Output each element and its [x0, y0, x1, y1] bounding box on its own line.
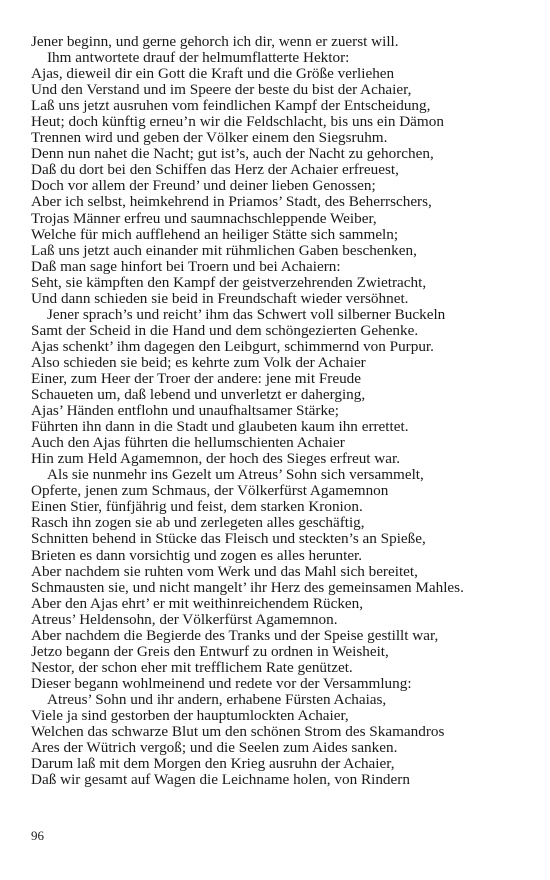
verse-line: Ajas schenkt’ ihm dagegen den Leibgurt, schimmernd von Purpur.: [31, 337, 434, 355]
verse-line: Samt der Scheid in die Hand und dem schöngezierten Gehenke.: [31, 321, 419, 339]
verse-line: Jener beginn, und gerne gehorch ich dir, wenn er zuerst will.: [31, 33, 399, 50]
verse-line: Und den Verstand und im Speere der beste du bist der Achaier,: [31, 81, 412, 99]
verse-line: Atreus’ Sohn und ihr andern, erhabene Fürsten Achaias,: [47, 690, 387, 708]
verse-line: Trennen wird und geben der Völker einem den Siegsruhm.: [31, 129, 388, 147]
verse-line: Darum laß mit dem Morgen den Krieg ausruhn der Achaier,: [31, 755, 395, 773]
verse-line: Und dann schieden sie beid in Freundschaft wieder versöhnet.: [31, 289, 409, 307]
verse-line: Schmausten sie, und nicht mangelt’ ihr Herz des gemeinsamen Mahles.: [31, 578, 464, 596]
verse-line: Aber den Ajas ehrt’ er mit weithinreichendem Rücken,: [31, 594, 364, 612]
verse-line: Dieser begann wohlmeinend und redete vor der Versammlung:: [31, 674, 412, 692]
verse-line: Aber nachdem sie ruhten vom Werk und das Mahl sich bereitet,: [31, 562, 418, 580]
verse-line: Laß uns jetzt ausruhen vom feindlichen Kampf der Entscheidung,: [31, 97, 431, 115]
verse-line: Schaueten um, daß lebend und unverletzt er daherging,: [31, 386, 366, 404]
verse-line: Rasch ihn zogen sie ab und zerlegeten alles geschäftig,: [31, 514, 365, 532]
verse-line: Einer, zum Heer der Troer der andere: jene mit Freude: [31, 369, 362, 387]
verse-line: Jetzo begann der Greis den Entwurf zu ordnen in Weisheit,: [31, 642, 389, 660]
verse-line: Also schieden sie beid; es kehrte zum Volk der Achaier: [31, 353, 366, 371]
verse-line: Aber ich selbst, heimkehrend in Priamos’ Stadt, des Beherrschers,: [31, 193, 432, 211]
verse-line: Ajas’ Händen entflohn und unaufhaltsamer Stärke;: [31, 402, 340, 420]
verse-line: Auch den Ajas führten die hellumschienten Achaier: [31, 434, 345, 452]
verse-line: Viele ja sind gestorben der hauptumlockten Achaier,: [31, 706, 349, 724]
verse-line: Welchen das schwarze Blut um den schönen Strom des Skamandros: [31, 723, 445, 741]
verse-line: Seht, sie kämpften den Kampf der geistverzehrenden Zwietracht,: [31, 273, 427, 291]
verse-line: Daß man sage hinfort bei Troern und bei Achaiern:: [31, 257, 341, 275]
verse-line: Nestor, der schon eher mit trefflichem Rate genützet.: [31, 658, 353, 676]
verse-line: Laß uns jetzt auch einander mit rühmlichen Gaben beschenken,: [31, 241, 417, 259]
verse-line: Brieten es dann vorsichtig und zogen es alles herunter.: [31, 546, 363, 564]
verse-line: Einen Stier, fünfjährig und feist, dem starken Kronion.: [31, 498, 363, 516]
verse-line: Ihm antwortete drauf der helmumflatterte Hektor:: [47, 49, 350, 67]
verse-line: Welche für mich aufflehend an heiliger Stätte sich sammeln;: [31, 225, 399, 243]
verse-line: Ares der Wütrich vergoß; und die Seelen zum Aides sanken.: [31, 739, 398, 757]
verse-line: Heut; doch künftig erneu’n wir die Feldschlacht, bis uns ein Dämon: [31, 113, 444, 131]
verse-line: Daß wir gesamt auf Wagen die Leichname holen, von Rindern: [31, 771, 410, 789]
verse-line: Opferte, jenen zum Schmaus, der Völkerfürst Agamemnon: [31, 482, 389, 500]
verse-line: Schnitten behend in Stücke das Fleisch und steckten’s an Spieße,: [31, 530, 426, 548]
verse-line: Trojas Männer erfreu und saumnachschleppende Weiber,: [31, 209, 377, 227]
page-number: 96: [31, 828, 44, 843]
verse-line: Jener sprach’s und reicht’ ihm das Schwert voll silberner Buckeln: [47, 305, 446, 323]
verse-line: Ajas, dieweil dir ein Gott die Kraft und die Größe verliehen: [31, 65, 395, 83]
verse-line: Aber nachdem die Begierde des Tranks und der Speise gestillt war,: [31, 626, 439, 644]
verse-line: Als sie nunmehr ins Gezelt um Atreus’ Sohn sich versammelt,: [47, 466, 424, 484]
verse-line: Doch vor allem der Freund’ und deiner lieben Genossen;: [31, 177, 376, 195]
verse-line: Hin zum Held Agamemnon, der hoch des Sieges erfreut war.: [31, 450, 401, 468]
verse-line: Atreus’ Heldensohn, der Völkerfürst Agamemnon.: [31, 610, 338, 628]
verse-line: Daß du dort bei den Schiffen das Herz der Achaier erfreuest,: [31, 161, 399, 179]
verse-line: Denn nun nahet die Nacht; gut ist’s, auch der Nacht zu gehorchen,: [31, 145, 434, 163]
verse-text-block: [31, 34, 521, 788]
verse-line: Führten ihn dann in die Stadt und glaubeten kaum ihn errettet.: [31, 418, 409, 436]
